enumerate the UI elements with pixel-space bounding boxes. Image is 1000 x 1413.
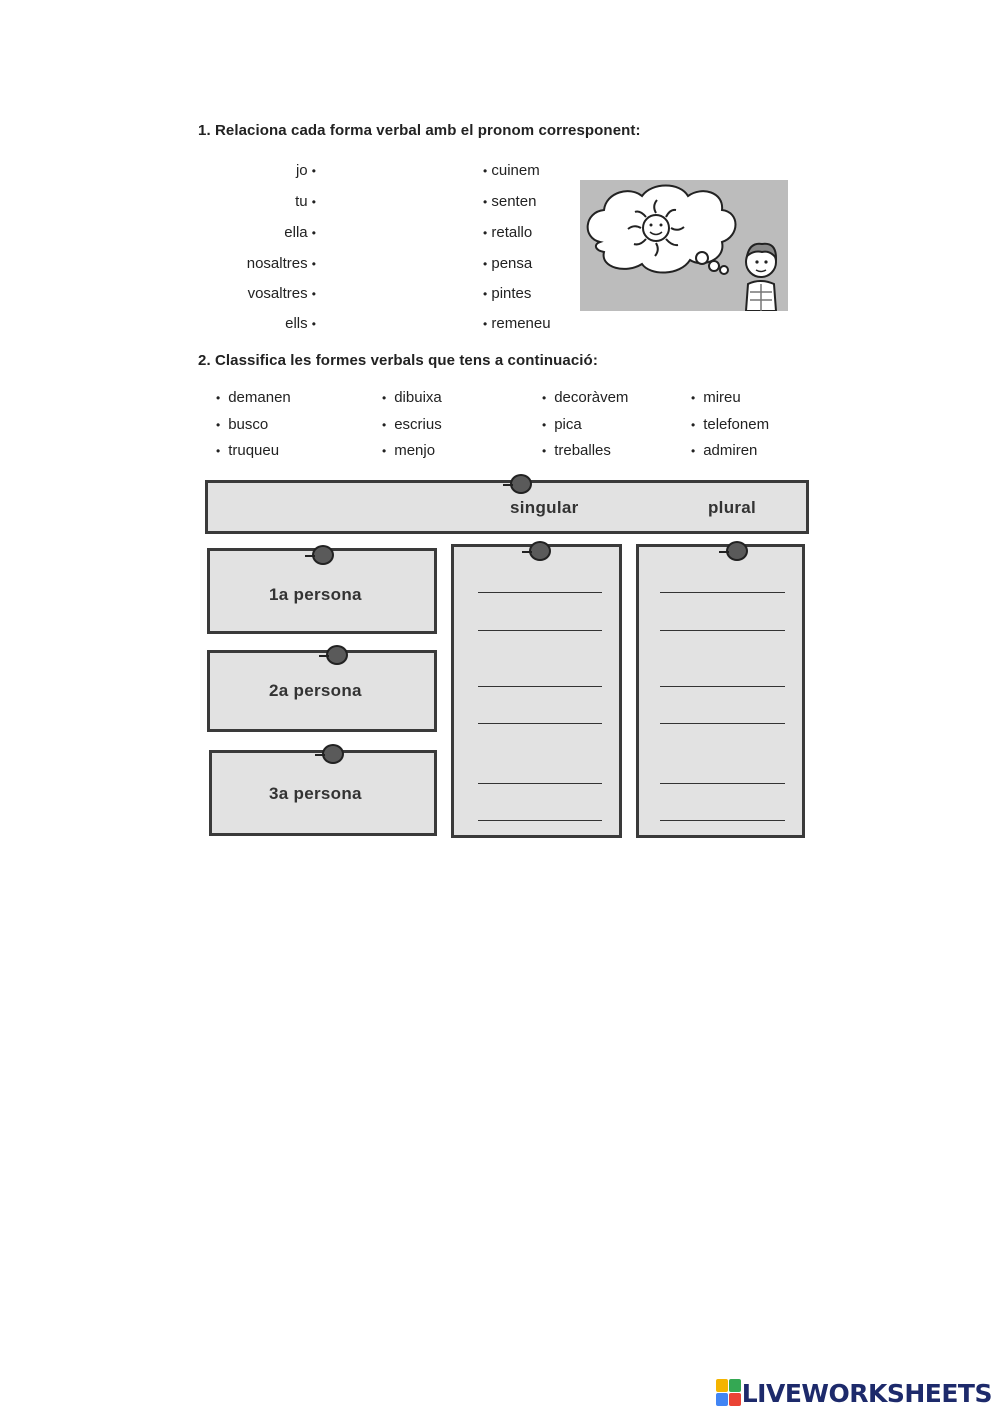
word-option[interactable]: • dibuixa bbox=[382, 389, 442, 406]
liveworksheets-wordmark: LIVEWORKSHEETS bbox=[741, 1378, 992, 1408]
exercise-1-heading: 1. Relaciona cada forma verbal amb el pronom corresponent: bbox=[198, 122, 641, 139]
answer-blank-singular-3a-1[interactable] bbox=[478, 783, 602, 784]
row-label-3a-persona: 3a persona bbox=[269, 784, 362, 803]
verb-item[interactable]: • retallo bbox=[483, 224, 533, 241]
answer-blank-plural-3a-1[interactable] bbox=[660, 783, 785, 784]
pronoun-item[interactable]: vosaltres • bbox=[247, 285, 316, 302]
answer-blank-plural-2a-1[interactable] bbox=[660, 686, 785, 687]
word-option[interactable]: • truqueu bbox=[216, 442, 280, 459]
pin-icon bbox=[312, 545, 334, 565]
answer-blank-plural-1a-1[interactable] bbox=[660, 592, 785, 593]
answer-blank-singular-1a-2[interactable] bbox=[478, 630, 602, 631]
plural-column-label: plural bbox=[708, 498, 757, 517]
illustration-drawing bbox=[580, 180, 788, 311]
pin-icon bbox=[529, 541, 551, 561]
pronoun-item[interactable]: nosaltres • bbox=[246, 255, 316, 272]
answer-blank-plural-2a-2[interactable] bbox=[660, 723, 785, 724]
word-option[interactable]: • treballes bbox=[542, 442, 611, 459]
word-option[interactable]: • admiren bbox=[691, 442, 758, 459]
word-option[interactable]: • escrius bbox=[382, 416, 442, 433]
row-label-2a-persona: 2a persona bbox=[269, 681, 362, 700]
row-label-1a-persona: 1a persona bbox=[269, 585, 362, 604]
answer-blank-plural-3a-2[interactable] bbox=[660, 820, 785, 821]
word-option[interactable]: • decoràvem bbox=[542, 389, 629, 406]
singular-column-label: singular bbox=[510, 498, 579, 517]
answer-blank-singular-1a-1[interactable] bbox=[478, 592, 602, 593]
thinking-boy-illustration bbox=[580, 180, 788, 311]
verb-item[interactable]: • pintes bbox=[483, 285, 532, 302]
liveworksheets-logo[interactable] bbox=[716, 1378, 992, 1408]
pronoun-item[interactable]: jo • bbox=[295, 162, 316, 179]
pin-icon bbox=[726, 541, 748, 561]
answer-blank-singular-2a-2[interactable] bbox=[478, 723, 602, 724]
liveworksheets-logo-icon bbox=[716, 1379, 742, 1407]
singular-answer-board bbox=[451, 544, 622, 838]
exercise-2-heading: 2. Classifica les formes verbals que tens a continuació: bbox=[198, 352, 598, 369]
answer-blank-singular-3a-2[interactable] bbox=[478, 820, 602, 821]
pin-icon bbox=[326, 645, 348, 665]
verb-item[interactable]: • remeneu bbox=[483, 315, 551, 332]
pin-icon bbox=[322, 744, 344, 764]
verb-item[interactable]: • cuinem bbox=[483, 162, 540, 179]
answer-blank-plural-1a-2[interactable] bbox=[660, 630, 785, 631]
pronoun-item[interactable]: tu • bbox=[295, 193, 316, 210]
word-option[interactable]: • telefonem bbox=[691, 416, 770, 433]
word-option[interactable]: • menjo bbox=[382, 442, 436, 459]
word-option[interactable]: • pica bbox=[542, 416, 582, 433]
verb-item[interactable]: • pensa bbox=[483, 255, 533, 272]
plural-answer-board bbox=[636, 544, 805, 838]
pronoun-item[interactable]: ells • bbox=[285, 315, 316, 332]
answer-blank-singular-2a-1[interactable] bbox=[478, 686, 602, 687]
pin-icon bbox=[510, 474, 532, 494]
verb-item[interactable]: • senten bbox=[483, 193, 537, 210]
word-option[interactable]: • busco bbox=[216, 416, 269, 433]
pronoun-item[interactable]: ella • bbox=[284, 224, 316, 241]
word-option[interactable]: • demanen bbox=[216, 389, 291, 406]
word-option[interactable]: • mireu bbox=[691, 389, 741, 406]
